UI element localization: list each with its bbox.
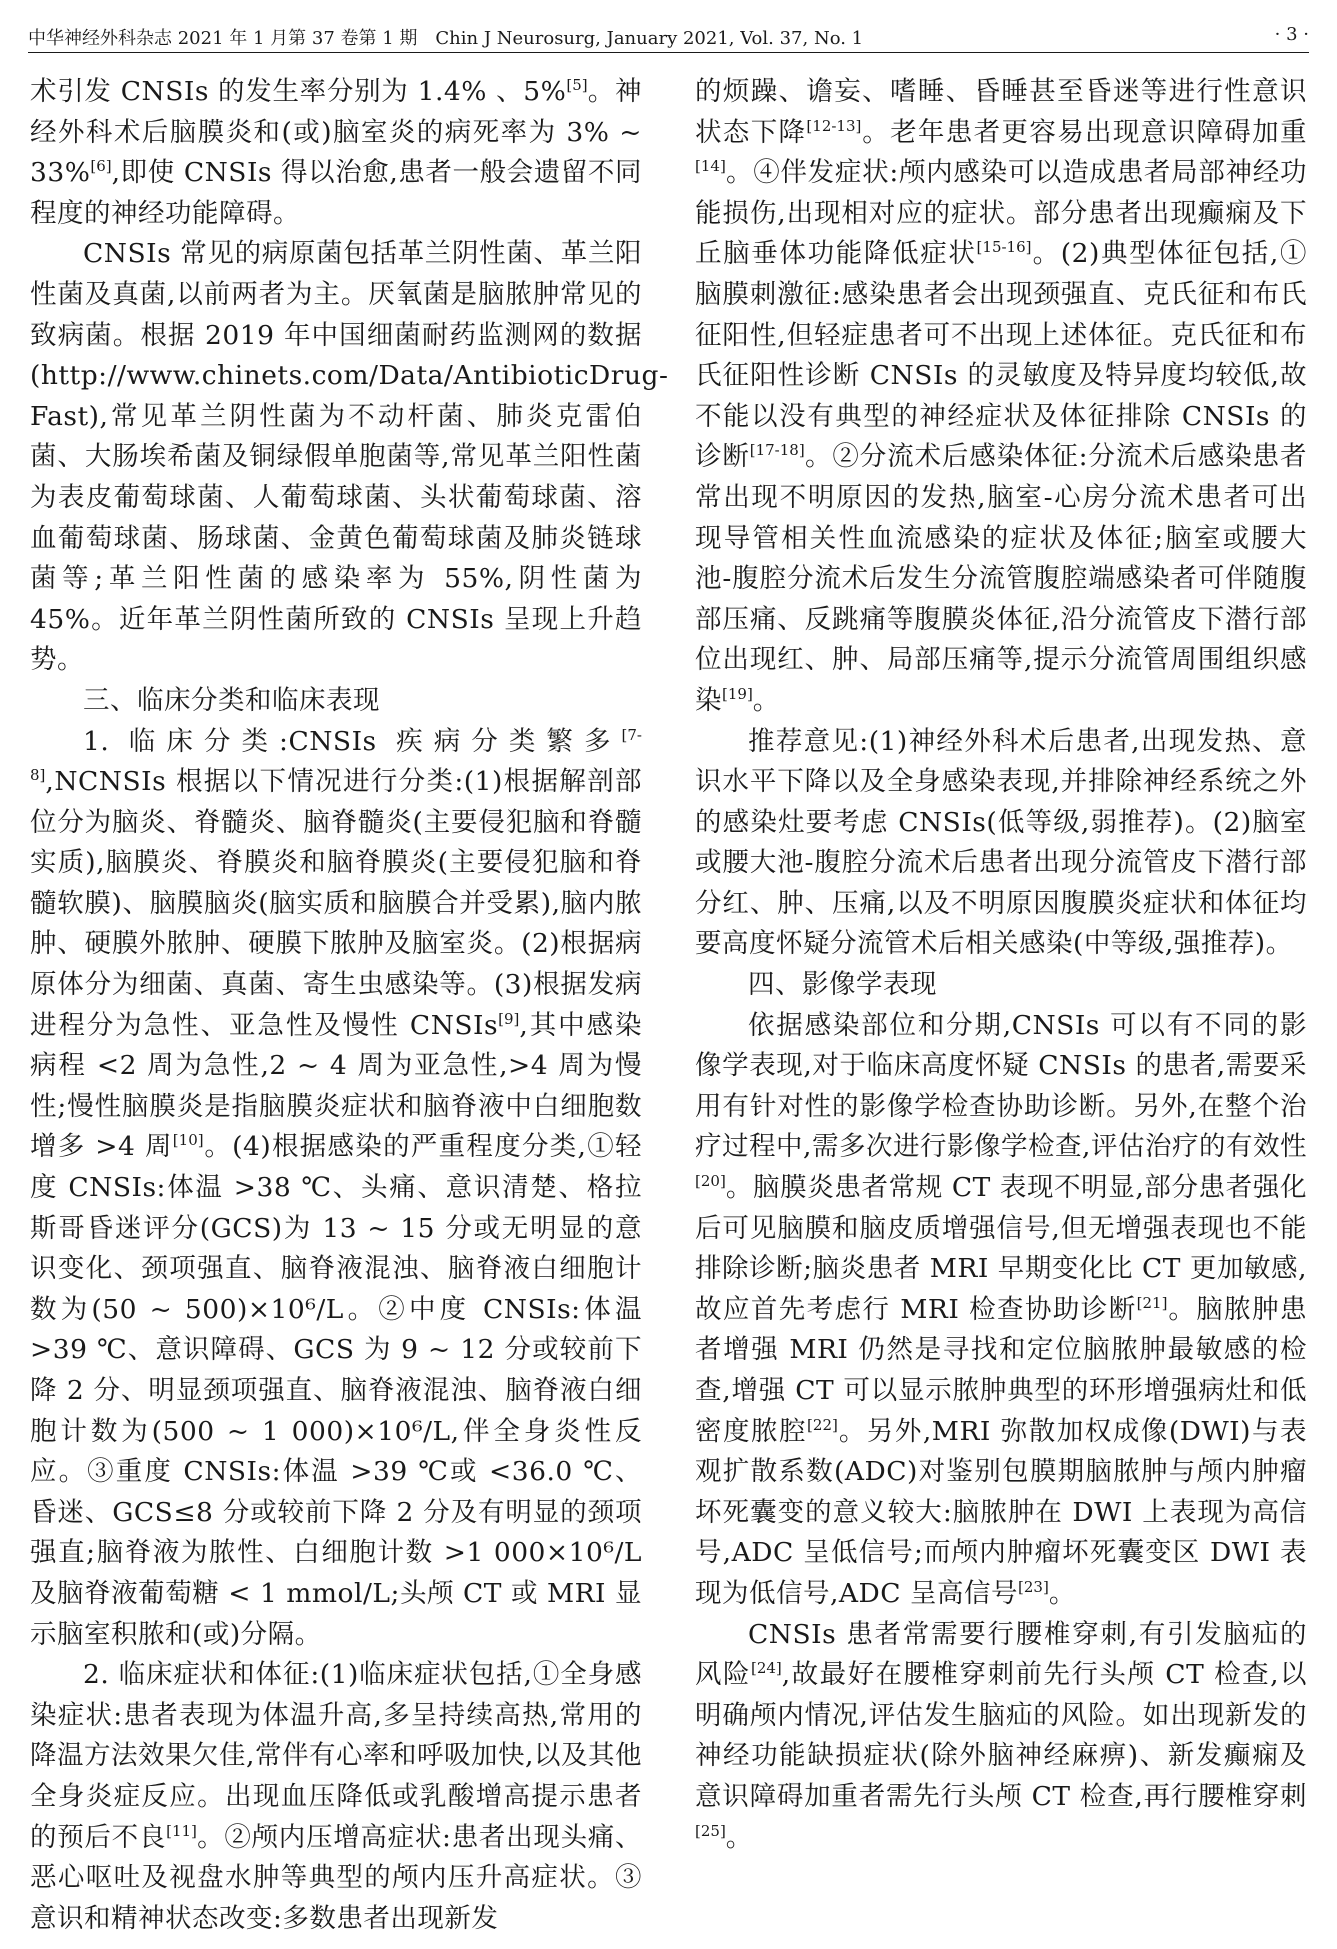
paragraph-text: 1. 临床分类:CNSIs 疾病分类繁多: [83, 725, 622, 757]
body-paragraph: [30, 234, 669, 681]
paragraph-text: 术引发 CNSIs 的发生率分别为 1.4% 、5%: [30, 76, 567, 107]
paragraph-text: 。老年患者更容易出现意识障碍加重: [861, 116, 1308, 148]
journal-citation: 中华神经外科杂志 2021 年 1 月第 37 卷第 1 期 Chin J Neurosurg, January 2021, Vol. 37, No. 1: [28, 28, 864, 49]
citation-reference: [21]: [1136, 1293, 1168, 1312]
page-number: · 3 ·: [1274, 24, 1309, 45]
paragraph-text: 。②颅内压增高症状:患者出现头痛、恶心呕吐及视盘水肿等典型的颅内压升高症状。③意识和精神状态改变:多数患者出现新发: [30, 1821, 643, 1934]
citation-reference: [14]: [695, 157, 726, 176]
citation-reference: [7-8]: [30, 725, 642, 785]
paragraph-text: 。另外,MRI 弥散加权成像(DWI)与表观扩散系数(ADC)对鉴别包膜期脑脓肿与颅内肿瘤坏死囊变的意义较大:脑脓肿在 DWI 上表现为高信号,ADC 呈低信号;而颅内肿瘤坏死囊变区 DWI 表现为低信号,ADC 呈高信号: [695, 1415, 1308, 1609]
paragraph-text: ,故最好在腰椎穿刺前先行头颅 CT 检查,以明确颅内情况,评估发生脑疝的风险。如出现新发的神经功能缺损症状(除外脑神经麻痹)、新发癫痫及意识障碍加重者需先行头颅 CT 检查,再行腰椎穿刺: [695, 1659, 1308, 1812]
citation-reference: [22]: [807, 1415, 838, 1434]
paragraph-text: 。: [1048, 1577, 1076, 1609]
heading-text: 四、影像学表现: [748, 969, 937, 1001]
section-heading: [695, 965, 1307, 1006]
paragraph-text: 。②分流术后感染体征:分流术后感染患者常出现不明原因的发热,脑室-心房分流术患者可出现导管相关性血流感染的症状及体征;脑室或腰大池-腹腔分流术后发生分流管腹腔端感染者可伴随腹部压痛、反跳痛等腹膜炎体征,沿分流管皮下潜行部位出现红、肿、局部压痛等,提示分流管周围组织感染: [695, 441, 1308, 716]
body-paragraph: [30, 1655, 642, 1939]
body-paragraph: [30, 72, 642, 234]
citation-reference: [25]: [695, 1821, 726, 1840]
running-header: [28, 20, 1309, 50]
left-column: [30, 72, 669, 1939]
heading-text: 三、临床分类和临床表现: [83, 684, 380, 716]
body-paragraph: [695, 1006, 1307, 1615]
paragraph-text: 。脑脓肿患者增强 MRI 仍然是寻找和定位脑脓肿最敏感的检查,增强 CT 可以显示脓肿典型的环形增强病灶和低密度脓腔: [695, 1293, 1307, 1447]
citation-reference: [17-18]: [749, 441, 805, 460]
paragraph-text: 。(4)根据感染的严重程度分类,①轻度 CNSIs:体温 >38 ℃、头痛、意识清楚、格拉斯哥昏迷评分(GCS)为 13 ~ 15 分或无明显的意识变化、颈项强直、脑脊液混浊、脑脊液白细胞计数为(50 ~ 500)×10⁶/L。②中度 CNSIs:体温 >39 ℃、意识障碍、GCS 为 9 ~ 12 分或较前下降 2 分、明显颈项强直、脑脊液混浊、脑脊液白细胞计数为(500 ~ 1 000)×10⁶/L,伴全身炎性反应。③重度 CNSIs:体温 >39 ℃或 <36.0 ℃、昏迷、GCS≤8 分或较前下降 2 分及有明显的颈项强直;脑脊液为脓性、白细胞计数 >1 000×10⁶/L 及脑脊液葡萄糖 < 1 mmol/L;头颅 CT 或 MRI 显示脑室积脓和(或)分隔。: [30, 1131, 642, 1650]
body-paragraph: [30, 722, 642, 1656]
paragraph-text: 。: [752, 684, 780, 716]
paragraph-text: ,即使 CNSIs 得以治愈,患者一般会遗留不同程度的神经功能障碍。: [30, 157, 642, 229]
citation-reference: [12-13]: [806, 116, 862, 135]
citation-reference: [10]: [172, 1131, 204, 1150]
paragraph-text: 依据感染部位和分期,CNSIs 可以有不同的影像学表现,对于临床高度怀疑 CNSIs 的患者,需要采用有针对性的影像学检查协助诊断。另外,在整个治疗过程中,需多次进行影像学检查,评估治疗的有效性: [695, 1009, 1307, 1163]
citation-reference: [5]: [566, 76, 588, 95]
paragraph-text: 。(2)典型体征包括,①脑膜刺激征:感染患者会出现颈强直、克氏征和布氏征阳性,但轻症患者可不出现上述体征。克氏征和布氏征阳性诊断 CNSIs 的灵敏度及特异度均较低,故不能以没有典型的神经症状及体征排除 CNSIs 的诊断: [695, 238, 1307, 473]
citation-reference: [9]: [498, 1009, 520, 1028]
paragraph-text: 。: [725, 1821, 753, 1853]
paragraph-text: 的烦躁、谵妄、嗜睡、昏睡甚至昏迷等进行性意识状态下降: [695, 76, 1307, 148]
paragraph-text: 。④伴发症状:颅内感染可以造成患者局部神经功能损伤,出现相对应的症状。部分患者出现癫痫及下丘脑垂体功能降低症状: [695, 157, 1307, 270]
citation-reference: [24]: [750, 1659, 782, 1678]
citation-reference: [6]: [90, 157, 112, 176]
paragraph-text: ,其中感染病程 <2 周为急性,2 ~ 4 周为亚急性,>4 周为慢性;慢性脑膜炎是指脑膜炎症状和脑脊液中白细胞数增多 >4 周: [30, 1009, 642, 1163]
paragraph-text: CNSIs 患者常需要行腰椎穿刺,有引发脑疝的风险: [695, 1618, 1307, 1691]
paragraph-text: 。脑膜炎患者常规 CT 表现不明显,部分患者强化后可见脑膜和脑皮质增强信号,但无增强表现也不能排除诊断;脑炎患者 MRI 早期变化比 CT 更加敏感,故应首先考虑行 MRI 检查协助诊断: [695, 1172, 1307, 1325]
section-heading: [30, 681, 642, 722]
paragraph-text: 。神经外科术后脑膜炎和(或)脑室炎的病死率为 3% ~ 33%: [30, 76, 643, 189]
citation-reference: [11]: [166, 1821, 197, 1840]
paragraph-text: ,NCNSIs 根据以下情况进行分类:(1)根据解剖部位分为脑炎、脊髓炎、脑脊髓炎(主要侵犯脑和脊髓实质),脑膜炎、脊膜炎和脑脊膜炎(主要侵犯脑和脊髓软膜)、脑膜脑炎(脑实质和脑膜合并受累),脑内脓肿、硬膜外脓肿、硬膜下脓肿及脑室炎。(2)根据病原体分为细菌、真菌、寄生虫感染等。(3)根据发病进程分为急性、亚急性及慢性 CNSIs: [30, 766, 642, 1041]
right-column: [695, 72, 1307, 1858]
citation-reference: [15-16]: [976, 238, 1032, 257]
header-rule: [28, 52, 1309, 53]
body-paragraph: [695, 722, 1307, 966]
body-paragraph: [695, 1615, 1307, 1859]
paragraph-text: 推荐意见:(1)神经外科术后患者,出现发热、意识水平下降以及全身感染表现,并排除神经系统之外的感染灶要考虑 CNSIs(低等级,弱推荐)。(2)脑室或腰大池-腹腔分流术后患者出现分流管皮下潜行部分红、肿、压痛,以及不明原因腹膜炎症状和体征均要高度怀疑分流管术后相关感染(中等级,强推荐)。: [695, 725, 1307, 960]
paragraph-text: 2. 临床症状和体征:(1)临床症状包括,①全身感染症状:患者表现为体温升高,多呈持续高热,常用的降温方法效果欠佳,常伴有心率和呼吸加快,以及其他全身炎症反应。出现血压降低或乳酸增高提示患者的预后不良: [30, 1659, 642, 1853]
citation-reference: [20]: [695, 1172, 726, 1191]
paragraph-text: CNSIs 常见的病原菌包括革兰阴性菌、革兰阳性菌及真菌,以前两者为主。厌氧菌是脑脓肿常见的致病菌。根据 2019 年中国细菌耐药监测网的数据(http://www.chinets.com/Data/AntibioticDrug-Fast),常见革兰阴性菌为不动杆菌、肺炎克雷伯菌、大肠埃希菌及铜绿假单胞菌等,常见革兰阳性菌为表皮葡萄球菌、人葡萄球菌、头状葡萄球菌、溶血葡萄球菌、肠球菌、金黄色葡萄球菌及肺炎链球菌等;革兰阳性菌的感染率为 55%,阴性菌为 45%。近年革兰阴性菌所致的 CNSIs 呈现上升趋势。: [30, 238, 669, 676]
citation-reference: [23]: [1018, 1578, 1049, 1597]
body-paragraph: [695, 72, 1307, 722]
citation-reference: [19]: [722, 685, 753, 704]
